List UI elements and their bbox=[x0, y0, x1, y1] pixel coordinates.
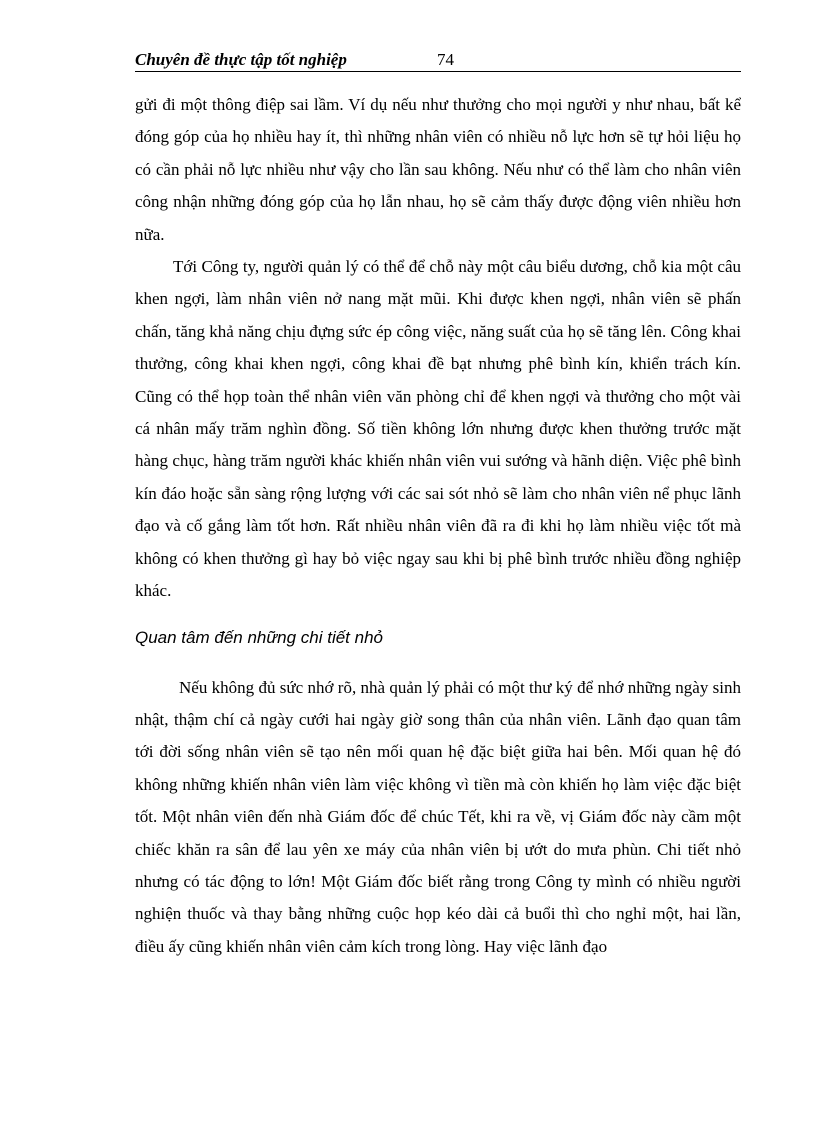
page-number: 74 bbox=[437, 50, 454, 69]
page-header bbox=[135, 50, 741, 72]
document-body bbox=[135, 89, 741, 963]
paragraph-3: Nếu không đủ sức nhớ rõ, nhà quản lý phải có một thư ký để nhớ những ngày sinh nhật, thậm chí cả ngày cưới hai ngày giờ song thân của nhân viên. Lãnh đạo quan tâm tới đời sống nhân viên sẽ tạo nên mối quan hệ đặc biệt giữa hai bên. Mối quan hệ đó không những khiến nhân viên làm việc không vì tiền mà còn khiến họ làm việc đặc biệt tốt. Một nhân viên đến nhà Giám đốc để chúc Tết, khi ra về, vị Giám đốc này cầm một chiếc khăn ra sân để lau yên xe máy của nhân viên bị ướt do mưa phùn. Chi tiết nhỏ nhưng có tác động to lớn! Một Giám đốc biết rằng trong Công ty mình có nhiều người nghiện thuốc và thay bằng những cuộc họp kéo dài cả buổi thì cho nghỉ một, hai lần, điều ấy cũng khiến nhân viên cảm kích trong lòng. Hay việc lãnh đạo bbox=[135, 677, 741, 956]
document-title: Chuyên đề thực tập tốt nghiệp bbox=[135, 50, 347, 69]
paragraph-2: Tới Công ty, người quản lý có thể để chỗ này một câu biểu dương, chỗ kia một câu khen ngợi, làm nhân viên nở nang mặt mũi. Khi được khen ngợi, nhân viên sẽ phấn chấn, tăng khả năng chịu đựng sức ép công việc, năng suất của họ sẽ tăng lên. Công khai thưởng, công khai khen ngợi, công khai đề bạt nhưng phê bình kín, khiển trách kín. Cũng có thể họp toàn thể nhân viên văn phòng chỉ để khen ngợi và thưởng cho một vài cá nhân mấy trăm nghìn đồng. Số tiền không lớn nhưng được khen thưởng trước mặt hàng chục, hàng trăm người khác khiến nhân viên vui sướng và hãnh diện. Việc phê bình kín đáo hoặc sẵn sàng rộng lượng với các sai sót nhỏ sẽ làm cho nhân viên nể phục lãnh đạo và cố gắng làm tốt hơn. Rất nhiều nhân viên đã ra đi khi họ làm nhiều việc tốt mà không có khen thưởng gì hay bỏ việc ngay sau khi bị phê bình trước nhiều đồng nghiệp khác. bbox=[135, 257, 741, 601]
section-subheading: Quan tâm đến những chi tiết nhỏ bbox=[135, 627, 383, 647]
paragraph-1: gửi đi một thông điệp sai lầm. Ví dụ nếu như thưởng cho mọi người y như nhau, bất kể đóng góp của họ nhiều hay ít, thì những nhân viên có nhiều nỗ lực hơn sẽ tự hỏi liệu họ có cần phải nỗ lực nhiều như vậy cho lần sau không. Nếu như có thể làm cho nhân viên công nhận những đóng góp của họ lẫn nhau, họ sẽ cảm thấy được động viên nhiều hơn nữa. bbox=[135, 95, 741, 244]
